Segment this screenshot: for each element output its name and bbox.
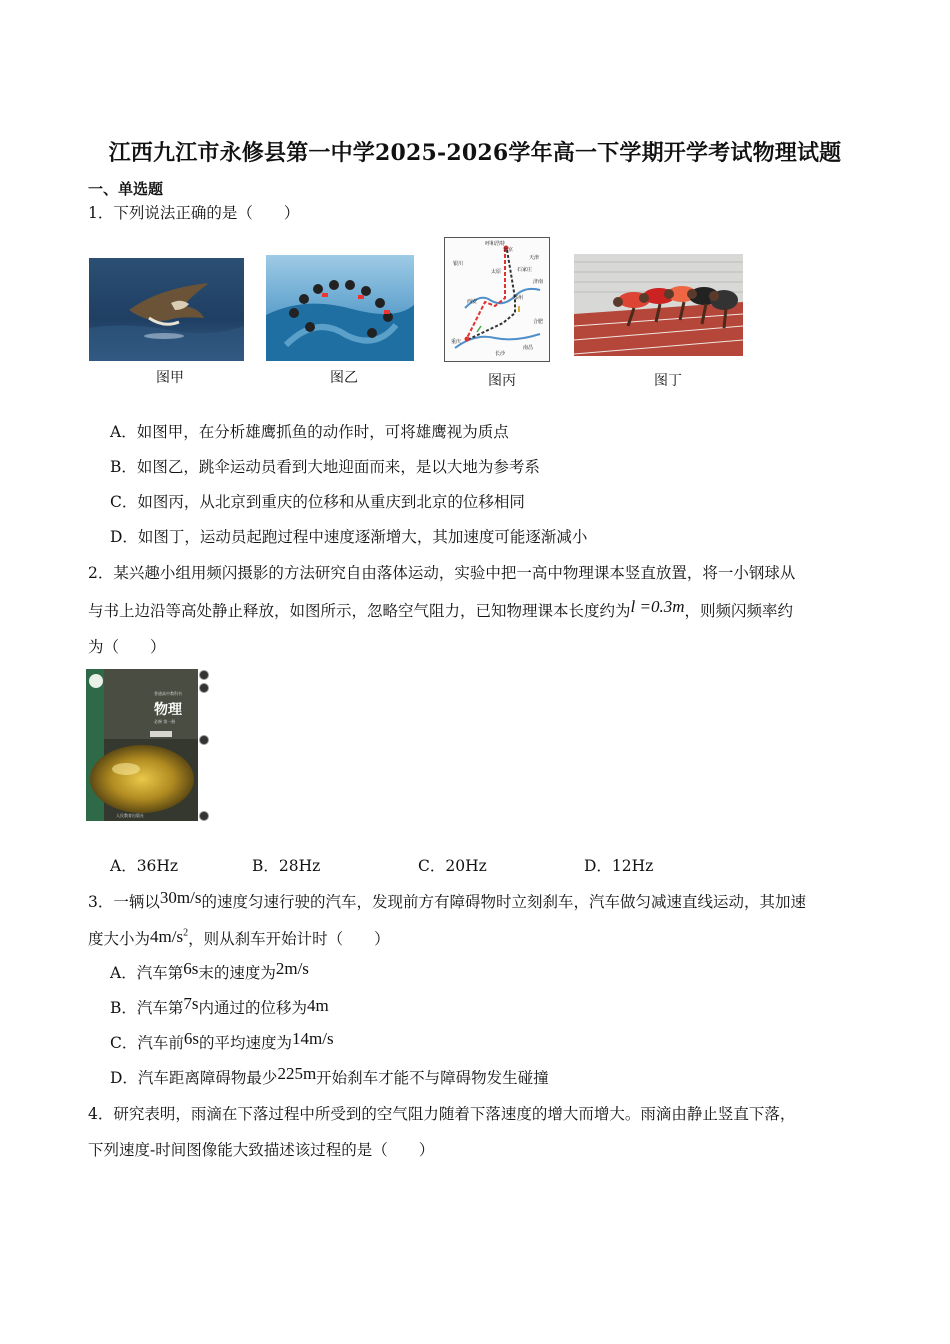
q3-option-d xyxy=(110,1064,549,1088)
q3-opt-a-text: A．汽车第 xyxy=(110,964,184,982)
map-label: 重庆 xyxy=(451,339,462,345)
q3-line2-text-a: 度大小为 xyxy=(88,930,151,948)
map-label: 长沙 xyxy=(495,351,506,357)
q1-option-d: D．如图丁，运动员起跑过程中速度逐渐增大，其加速度可能逐渐减小 xyxy=(110,528,588,546)
q1-option-a: A．如图甲，在分析雄鹰抓鱼的动作时，可将雄鹰视为质点 xyxy=(110,423,509,441)
strobe-ball-4 xyxy=(199,811,209,821)
q3-option-a xyxy=(110,959,309,983)
map-label: 北京 xyxy=(503,247,514,253)
q2-option-c: C．20Hz xyxy=(418,857,487,875)
q2-length-formula: l =0.3m xyxy=(630,597,685,616)
q2-line3: 为（ ） xyxy=(88,638,166,656)
map-label: 西安 xyxy=(467,299,478,305)
q3-opt-c-time: 6s xyxy=(183,1029,199,1048)
map-label: 呼和浩特 xyxy=(485,241,506,247)
q1-figure-eagle xyxy=(89,258,244,361)
q3-option-b xyxy=(110,994,329,1018)
book-series: 普通高中教科书 xyxy=(154,691,182,696)
q3-opt-b-text-b: 内通过的位移为 xyxy=(198,999,308,1017)
q4-line2: 下列速度-时间图像能大致描述该过程的是（ ） xyxy=(88,1141,435,1159)
q3-line2-text-b: ，则从刹车开始计时（ ） xyxy=(188,930,390,948)
q3-line1-text-b: 的速度匀速行驶的汽车，发现前方有障碍物时立刻刹车，汽车做匀减速直线运动，其加速 xyxy=(201,893,806,911)
q2-option-a: A．36Hz xyxy=(110,857,179,875)
map-label: 南昌 xyxy=(523,345,534,351)
q1-caption-bing: 图丙 xyxy=(488,373,516,389)
q2-option-d: D．12Hz xyxy=(584,857,654,875)
strobe-ball-2 xyxy=(199,683,209,693)
q1-figure-sprinters xyxy=(574,254,743,356)
map-label: 合肥 xyxy=(533,319,544,325)
q3-line1 xyxy=(88,888,806,912)
map-label: 济南 xyxy=(533,279,544,285)
q3-opt-c-text-b: 的平均速度为 xyxy=(199,1034,293,1052)
q3-speed: 30m/s xyxy=(159,888,202,907)
book-subtitle: 必修 第一册 xyxy=(154,719,176,724)
q1-option-b: B．如图乙，跳伞运动员看到大地迎面而来，是以大地为参考系 xyxy=(110,458,540,476)
q3-opt-a-time: 6s xyxy=(183,959,199,978)
q3-line1-text-a: 3．一辆以 xyxy=(88,893,160,911)
strobe-ball-3 xyxy=(199,735,209,745)
map-label: 石家庄 xyxy=(517,267,533,273)
q2-line2-text-b: ，则频闪频率约 xyxy=(684,602,794,620)
q3-opt-c-value: 14m/s xyxy=(292,1029,334,1048)
q3-opt-c-text: C．汽车前 xyxy=(110,1034,184,1052)
strobe-ball-1 xyxy=(199,670,209,680)
q1-caption-ding: 图丁 xyxy=(654,373,682,389)
map-label: 天津 xyxy=(529,255,540,261)
q1-figure-skydivers xyxy=(266,255,414,361)
map-label: 银川 xyxy=(453,261,464,267)
q3-opt-b-value: 4m xyxy=(307,996,329,1015)
q3-acceleration xyxy=(150,927,188,946)
q3-opt-b-text: B．汽车第 xyxy=(110,999,184,1017)
q3-option-c xyxy=(110,1029,334,1053)
q3-opt-d-text: D．汽车距离障碍物最少 xyxy=(110,1069,278,1087)
q2-line1: 2．某兴趣小组用频闪摄影的方法研究自由落体运动，实验中把一高中物理课本竖直放置，将一小钢球从 xyxy=(88,564,796,582)
q3-opt-a-value: 2m/s xyxy=(275,959,309,978)
q3-opt-b-time: 7s xyxy=(183,994,199,1013)
q3-line2 xyxy=(88,929,390,949)
q1-caption-jia: 图甲 xyxy=(156,370,184,386)
book-title: 物理 xyxy=(154,702,182,718)
q1-figure-map xyxy=(444,237,550,362)
map-label: 郑州 xyxy=(513,295,524,301)
q3-acceleration-exponent: 2 xyxy=(183,927,189,939)
q2-option-b: B．28Hz xyxy=(252,857,321,875)
q3-opt-a-text-b: 末的速度为 xyxy=(198,964,276,982)
section-heading: 一、单选题 xyxy=(88,180,164,198)
q2-line2-text-a: 与书上边沿等高处静止释放，如图所示，忽略空气阻力，已知物理课本长度约为 xyxy=(88,602,631,620)
q4-line1: 4．研究表明，雨滴在下落过程中所受到的空气阻力随着下落速度的增大而增大。雨滴由静止竖直下落， xyxy=(88,1105,796,1123)
q1-option-c: C．如图丙，从北京到重庆的位移和从重庆到北京的位移相同 xyxy=(110,493,525,511)
q1-caption-yi: 图乙 xyxy=(330,370,358,386)
map-label: 太原 xyxy=(491,269,502,275)
q2-line2 xyxy=(88,597,794,621)
page-title: 江西九江市永修县第一中学2025-2026学年高一下学期开学考试物理试题 xyxy=(108,140,842,166)
q3-acceleration-value: 4m/s xyxy=(150,927,184,946)
book-publisher: 人民教育出版社 xyxy=(116,813,144,818)
q3-opt-d-distance: 225m xyxy=(277,1064,317,1083)
q3-opt-d-text-b: 开始刹车才能不与障碍物发生碰撞 xyxy=(316,1069,549,1087)
q2-figure-book xyxy=(86,669,198,821)
q1-stem: 1．下列说法正确的是（ ） xyxy=(88,204,300,222)
